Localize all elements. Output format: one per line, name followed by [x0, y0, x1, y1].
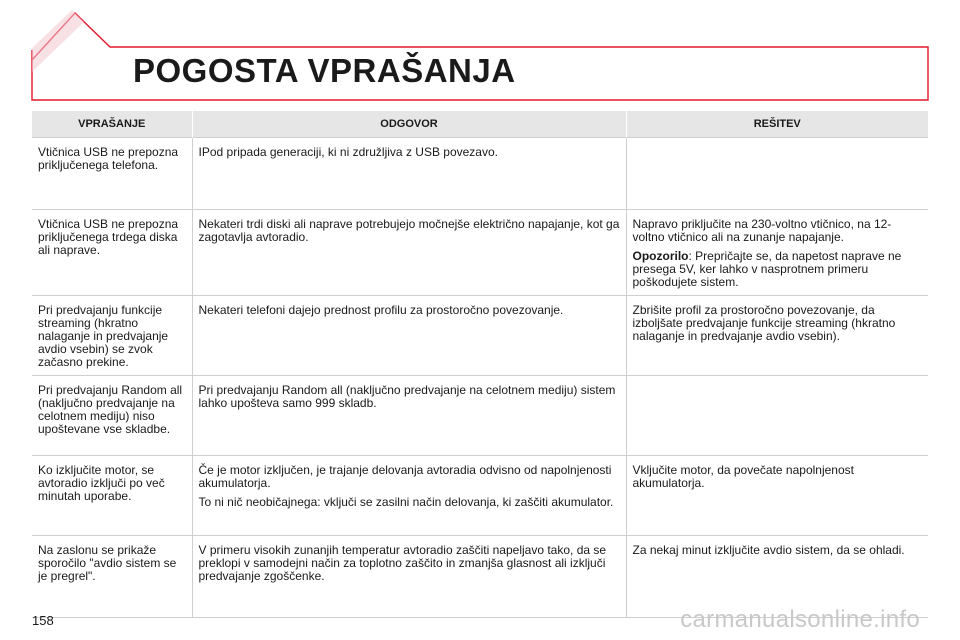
question-text: Pri predvajanju funkcije streaming (hkratno nalaganje in predvajanje avdio vsebin) se zvok začasno prekine. — [38, 303, 169, 369]
answer-cell — [192, 536, 626, 618]
question-text: Vtičnica USB ne prepozna priključenega telefona. — [38, 145, 179, 172]
solution-text: Napravo priključite na 230-voltno vtičnico, na 12-voltno vtičnico ali na zunanje napajanje. — [632, 217, 892, 244]
table-row — [32, 376, 928, 456]
solution-cell — [626, 376, 928, 456]
question-cell — [32, 210, 192, 296]
solution-text: Zbrišite profil za prostoročno povezovanje, da izboljšate predvajanje funkcije streaming (hkratno nalaganje in predvajanje avdio vsebin). — [632, 303, 896, 343]
answer-text: V primeru visokih zunanjih temperatur avtoradio zaščiti napeljavo tako, da se preklopi v samodejni način za toplotno zaščito in zmanjša glasnost ali izključi predvajanje zgoščenke. — [198, 543, 607, 583]
question-text: Vtičnica USB ne prepozna priključenega trdega diska ali naprave. — [38, 217, 179, 257]
question-cell — [32, 536, 192, 618]
table-row — [32, 210, 928, 296]
question-text: Pri predvajanju Random all (naključno predvajanje na celotnem mediju) niso upoštevane vse skladbe. — [38, 383, 183, 436]
warning-text: : Prepričajte se, da napetost naprave ne presega 5V, ker lahko v nasprotnem primeru poškodujete sistem. — [632, 249, 902, 289]
column-header-answer: ODGOVOR — [192, 111, 626, 138]
answer-text: Če je motor izključen, je trajanje delovanja avtoradia odvisno od napolnjenosti akumulatorja. — [198, 463, 612, 490]
table-row — [32, 138, 928, 210]
column-header-solution: REŠITEV — [626, 111, 928, 138]
solution-text: Za nekaj minut izključite avdio sistem, da se ohladi. — [632, 543, 905, 557]
answer-cell — [192, 296, 626, 376]
solution-text: Vključite motor, da povečate napolnjenost akumulatorja. — [632, 463, 854, 490]
answer-cell — [192, 376, 626, 456]
answer-text: To ni nič neobičajnega: vključi se zasilni način delovanja, ki zaščiti akumulator. — [198, 495, 614, 509]
solution-cell — [626, 138, 928, 210]
question-cell — [32, 296, 192, 376]
solution-cell — [626, 210, 928, 296]
question-text: Ko izključite motor, se avtoradio izključi po več minutah uporabe. — [38, 463, 165, 503]
solution-cell — [626, 456, 928, 536]
answer-cell — [192, 210, 626, 296]
question-cell — [32, 456, 192, 536]
question-cell — [32, 376, 192, 456]
answer-cell — [192, 456, 626, 536]
answer-text: Nekateri trdi diski ali naprave potrebujejo močnejše električno napajanje, kot ga zagotavlja avtoradio. — [198, 217, 620, 244]
table-row — [32, 456, 928, 536]
answer-text: Nekateri telefoni dajejo prednost profilu za prostoročno povezovanje. — [198, 303, 564, 317]
solution-cell — [626, 296, 928, 376]
solution-warning — [633, 250, 923, 289]
answer-cell — [192, 138, 626, 210]
column-header-question: VPRAŠANJE — [32, 111, 192, 138]
answer-text: IPod pripada generaciji, ki ni združljiva z USB povezavo. — [198, 145, 498, 159]
corner-tab — [32, 10, 84, 72]
faq-table — [32, 111, 928, 618]
question-cell — [32, 138, 192, 210]
warning-label: Opozorilo — [632, 249, 689, 263]
question-text: Na zaslonu se prikaže sporočilo "avdio sistem se je pregrel". — [38, 543, 177, 583]
answer-text: Pri predvajanju Random all (naključno predvajanje na celotnem mediju) sistem lahko upošteva samo 999 skladb. — [198, 383, 616, 410]
table-header-row — [32, 111, 928, 138]
page-title: POGOSTA VPRAŠANJA — [133, 52, 516, 89]
table-row — [32, 296, 928, 376]
page-number: 158 — [32, 613, 54, 628]
watermark: carmanualsonline.info — [680, 606, 920, 633]
